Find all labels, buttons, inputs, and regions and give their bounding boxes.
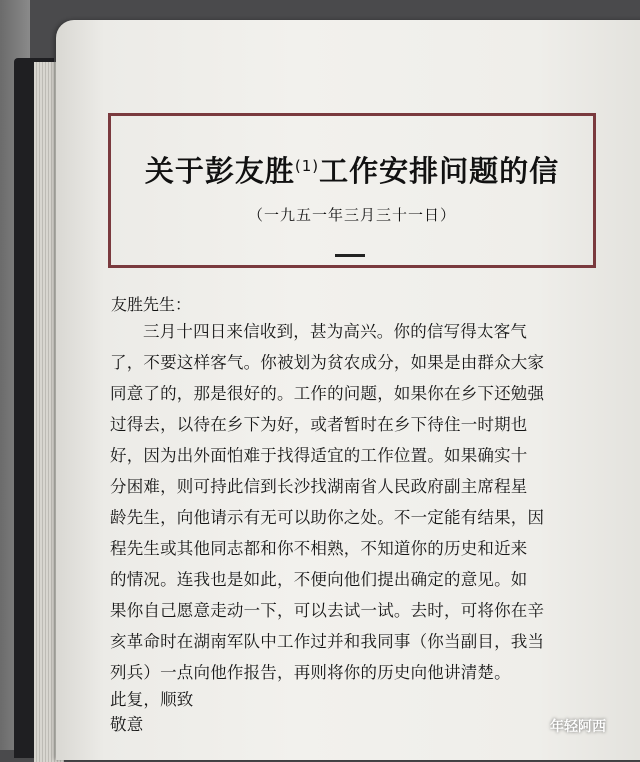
body-line: 三月十四日来信收到，甚为高兴。你的信写得太客气 [143,322,528,341]
body-line: 龄先生，向他请示有无可以助你之处。不一定能有结果，因 [110,508,545,527]
footnote-marker[interactable]: (1) [294,157,320,175]
title-box [108,113,596,268]
body-line: 亥革命时在湖南军队中工作过并和我同事（你当副目，我当 [110,632,545,651]
body-line: 果你自己愿意走动一下，可以去试一试。去时，可将你在辛 [110,601,545,620]
title-dash [335,254,365,257]
body-line: 列兵）一点向他作报告，再则将你的历史向他讲清楚。 [110,663,511,682]
closing-respect: 敬意 [110,715,144,734]
body-line: 同意了的，那是很好的。工作的问题，如果你在乡下还勉强 [110,384,545,403]
body-line: 好，因为出外面怕难于找得适宜的工作位置。如果确实十 [110,446,528,465]
body-line: 程先生或其他同志都和你不相熟，不知道你的历史和近来 [110,539,528,558]
body-line: 了，不要这样客气。你被划为贫农成分，如果是由群众大家 [110,353,545,372]
title-part-2: 工作安排问题的信 [319,154,560,188]
closing-line: 此复，顺致 [110,690,194,709]
body-line: 分困难，则可持此信到长沙找湖南省人民政府副主席程星 [110,477,528,496]
body-line: 过得去，以待在乡下为好，或者暂时在乡下待住一时期也 [110,415,528,434]
watermark: 年轻阿西 [550,719,606,735]
letter-date: （一九五一年三月三十一日） [247,206,456,224]
body-line: 的情况。连我也是如此，不便向他们提出确定的意见。如 [110,570,528,589]
letter-title [111,149,593,190]
title-part-1: 关于彭友胜 [144,154,295,188]
salutation: 友胜先生： [111,295,192,314]
